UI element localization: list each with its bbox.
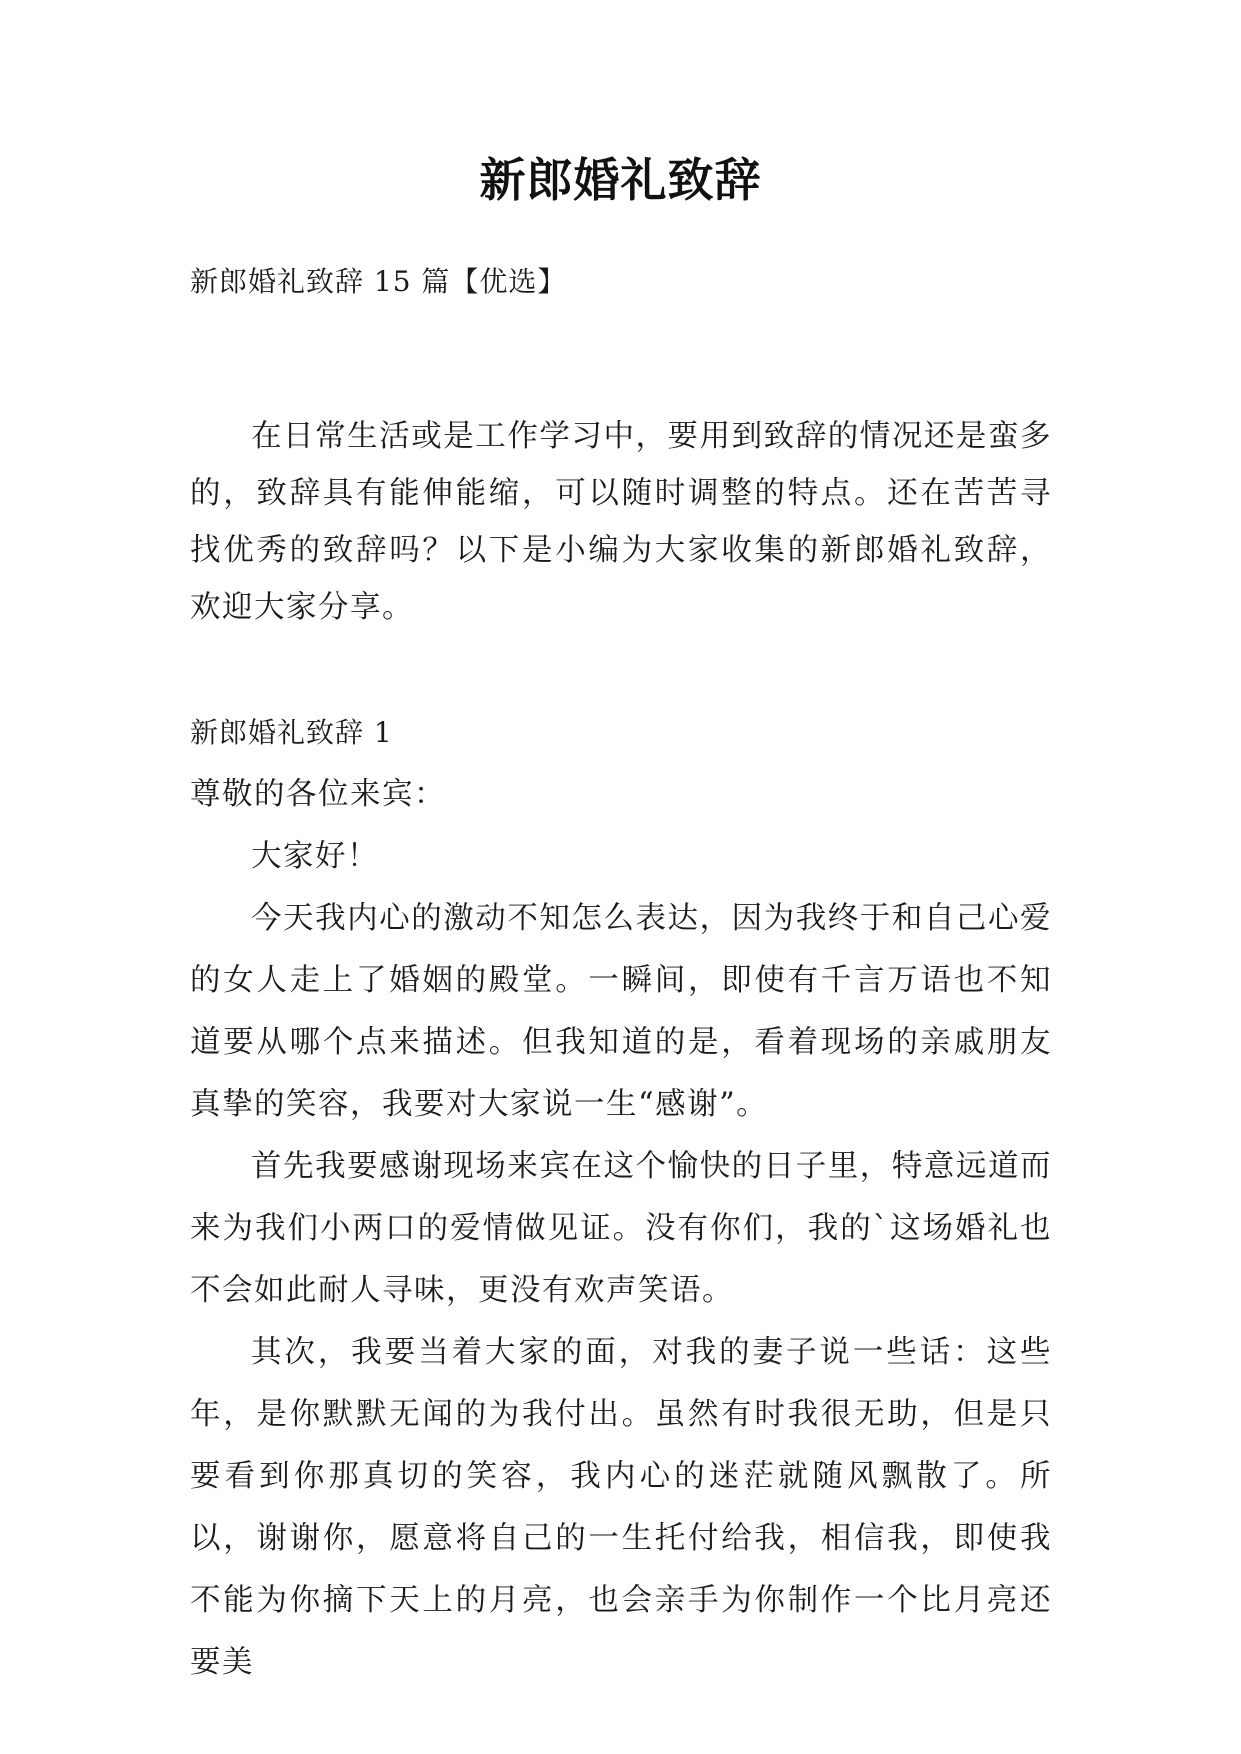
intro-paragraph: 在日常生活或是工作学习中，要用到致辞的情况还是蛮多的，致辞具有能伸能缩，可以随时调整的特点。还在苦苦寻找优秀的致辞吗？以下是小编为大家收集的新郎婚礼致辞，欢迎大家分享。	[190, 419, 1052, 625]
speech-paragraph: 今天我内心的激动不知怎么表达，因为我终于和自己心爱的女人走上了婚姻的殿堂。一瞬间，即使有千言万语也不知道要从哪个点来描述。但我知道的是，看着现场的亲戚朋友真挚的笑容，我要对大家说一生“感谢”。	[190, 901, 1052, 1122]
speech-paragraph: 其次，我要当着大家的面，对我的妻子说一些话：这些年，是你默默无闻的为我付出。虽然有时我很无助，但是只要看到你那真切的笑容，我内心的迷茫就随风飘散了。所以，谢谢你，愿意将自己的一生托付给我，相信我，即使我不能为你摘下天上的月亮，也会亲手为你制作一个比月亮还要美	[190, 1335, 1052, 1680]
document-title: 新郎婚礼致辞	[479, 153, 762, 207]
speech-section	[190, 702, 1052, 1694]
salutation: 尊敬的各位来宾：	[190, 777, 446, 812]
greeting: 大家好！	[251, 839, 379, 874]
intro-block	[190, 408, 1052, 636]
document-subtitle: 新郎婚礼致辞 15 篇【优选】	[190, 265, 567, 298]
section-heading: 新郎婚礼致辞 1	[190, 716, 393, 749]
speech-paragraph: 首先我要感谢现场来宾在这个愉快的日子里，特意远道而来为我们小两口的爱情做见证。没有你们，我的`这场婚礼也不会如此耐人寻味，更没有欢声笑语。	[190, 1149, 1052, 1308]
